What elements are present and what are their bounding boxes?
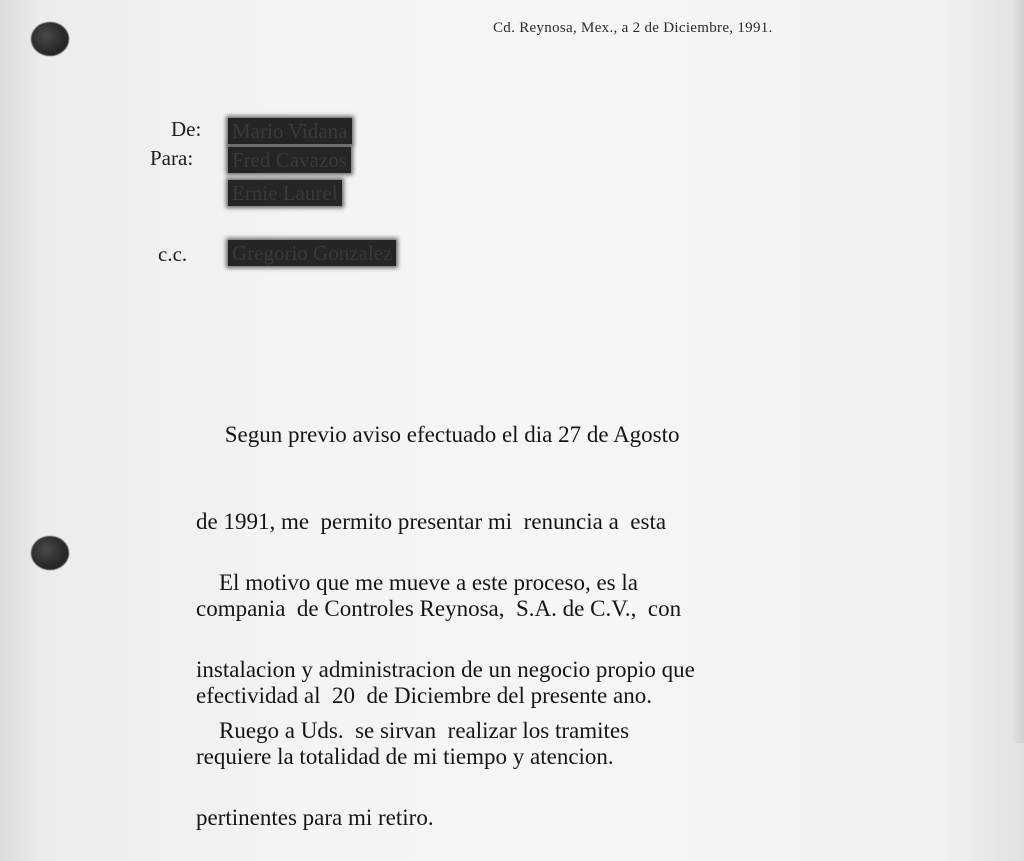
letter-date: Cd. Reynosa, Mex., a 2 de Diciembre, 1991. [493, 20, 773, 36]
body-paragraph-3 [196, 658, 629, 861]
paragraph-line: pertinentes para mi retiro. [196, 805, 434, 830]
cc-label: c.c. [158, 242, 188, 266]
punch-hole-bottom [31, 536, 69, 570]
paragraph-line: Ruego a Uds. se sirvan realizar los tramites [196, 718, 630, 743]
paragraph-line: El motivo que me mueve a este proceso, es la [196, 570, 638, 595]
to-name-redacted-2: Ernie Laurel [228, 180, 342, 206]
to-name-redacted-1: Fred Cavazos [228, 147, 351, 173]
paragraph-line: Segun previo aviso efectuado el dia 27 de Agosto [196, 422, 680, 447]
paragraph-line: requiere la totalidad de mi tiempo y atencion. [196, 744, 614, 769]
from-label: De: [171, 117, 202, 141]
paragraph-line: de 1991, me permito presentar mi renuncia a esta [196, 509, 667, 534]
paragraph-line: compania de Controles Reynosa, S.A. de C.V., con [196, 596, 682, 621]
from-name-redacted: Mario Vidana [228, 118, 352, 144]
cc-name-redacted: Gregorio Gonzalez [228, 240, 396, 266]
page-edge-shadow [1010, 0, 1024, 743]
paragraph-line: instalacion y administracion de un negocio propio que [196, 657, 695, 682]
to-label: Para: [150, 146, 194, 170]
punch-hole-top [31, 22, 69, 56]
paragraph-line: efectividad al 20 de Diciembre del presente ano. [196, 683, 652, 708]
